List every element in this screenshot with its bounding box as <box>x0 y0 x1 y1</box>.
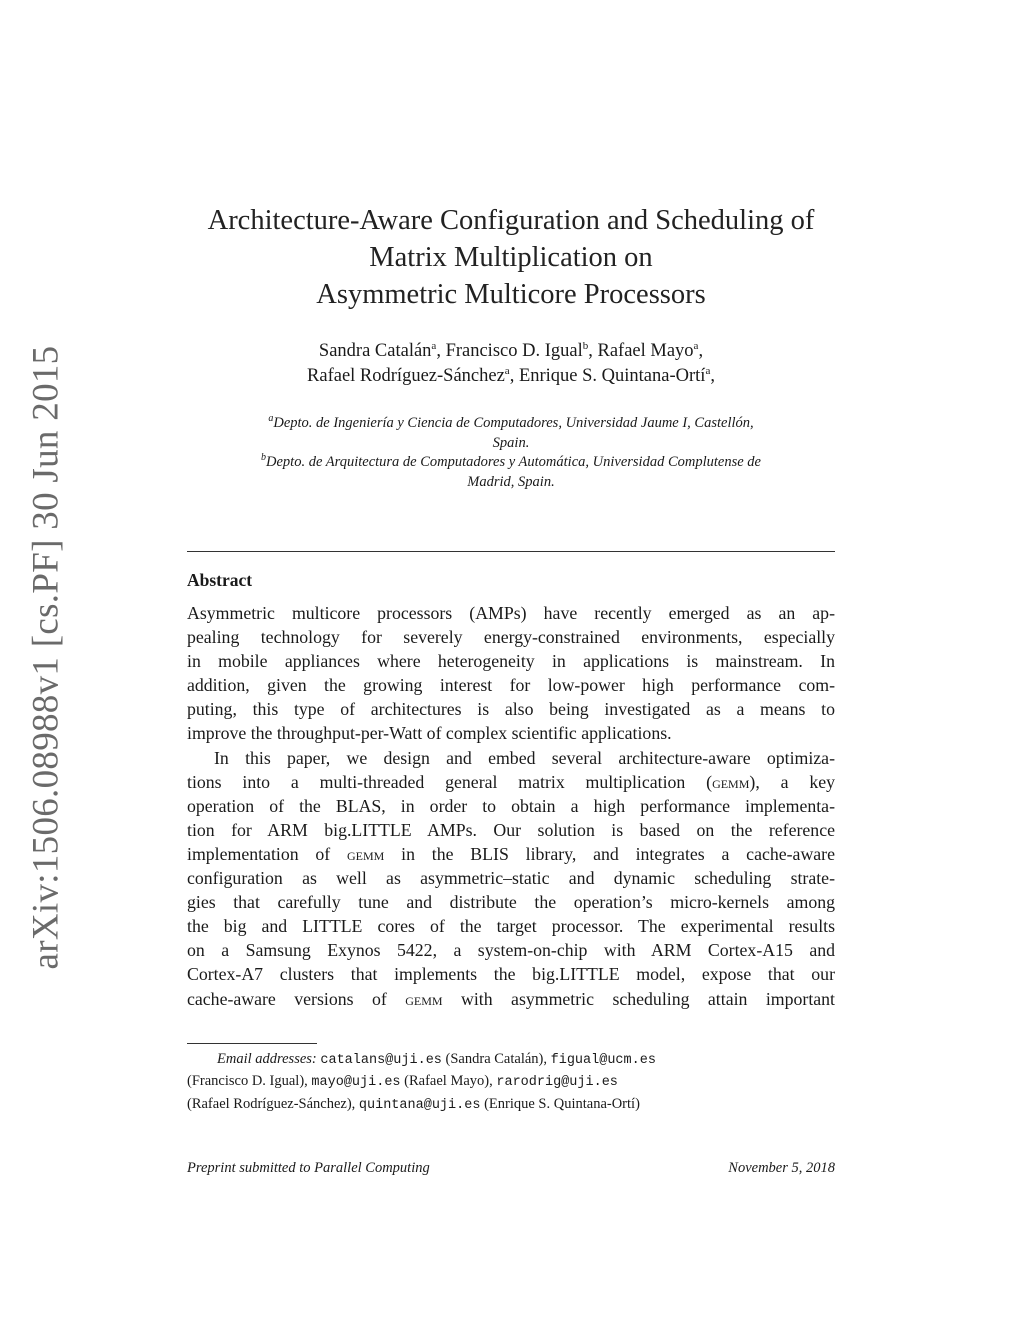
affiliation-marker: b <box>261 452 267 463</box>
preprint-note: Preprint submitted to Parallel Computing <box>187 1160 430 1176</box>
author-line <box>187 339 835 364</box>
title-line: Architecture-Aware Configuration and Scheduling of <box>207 205 815 236</box>
text-run: in the BLIS library, and integrates a cache-aware <box>384 843 835 864</box>
abstract-line: Cortex-A7 clusters that implements the big.LITTLE model, expose that our <box>187 964 835 985</box>
abstract-line: in mobile appliances where heterogeneity in applications is mainstream. In <box>187 651 835 672</box>
email-link[interactable]: mayo@uji.es <box>311 1075 401 1091</box>
abstract-line: pealing technology for severely energy-constrained environments, especially <box>187 627 835 648</box>
separator: , <box>509 366 519 386</box>
text-run: (Sandra Catalán), <box>441 1051 551 1067</box>
abstract-heading: Abstract <box>187 570 253 590</box>
author-name: Sandra Catalán <box>318 341 432 361</box>
arxiv-identifier-text: arXiv:1506.08988v1 [cs.PF] 30 Jun 2015 <box>25 345 67 970</box>
gemm-term: gemm <box>712 771 750 792</box>
affiliation-marker: a <box>693 340 699 352</box>
footer-date: November 5, 2018 <box>728 1160 835 1176</box>
abstract-line: the big and LITTLE cores of the target processor. The experimental results <box>187 916 835 937</box>
affiliation-marker: a <box>431 340 437 352</box>
separator: , <box>436 341 446 361</box>
author-name: Enrique S. Quintana-Ortí <box>518 366 706 386</box>
text-run: (Enrique S. Quintana-Ortí) <box>480 1095 640 1112</box>
text-run: (Francisco D. Igual), <box>187 1073 312 1090</box>
email-footnote <box>187 1049 835 1116</box>
affiliation-marker: a <box>268 413 274 424</box>
title-line: Asymmetric Multicore Processors <box>316 279 706 310</box>
abstract-top-rule <box>187 551 835 552</box>
gemm-term: gemm <box>347 843 385 864</box>
title-line: Matrix Multiplication on <box>369 242 653 273</box>
footnote-line <box>187 1049 835 1071</box>
email-link[interactable]: rarodrig@uji.es <box>496 1075 618 1091</box>
abstract-line: gies that carefully tune and distribute the operation’s micro-kernels among <box>187 892 835 913</box>
affiliation-b-cont: Madrid, Spain. <box>467 473 555 490</box>
text-run: implementation of <box>187 843 348 864</box>
email-link[interactable]: catalans@uji.es <box>320 1053 442 1068</box>
abstract-line: puting, this type of architectures is also being investigated as a means to <box>187 699 835 720</box>
abstract-line: configuration as well as asymmetric–static and dynamic scheduling strate- <box>187 868 835 889</box>
text-run: (Rafael Mayo), <box>400 1073 497 1090</box>
affiliation-a-cont: Spain. <box>492 434 530 451</box>
abstract-line: addition, given the growing interest for low-power high performance com- <box>187 675 835 696</box>
abstract-line: In this paper, we design and embed several architecture-aware optimiza- <box>214 747 835 768</box>
affiliation-text: Depto. de Ingeniería y Ciencia de Computadores, Universidad Jaume I, Castellón, <box>273 415 754 431</box>
arxiv-identifier-stamp <box>25 345 67 970</box>
text-run: cache-aware versions of <box>187 988 406 1009</box>
email-link[interactable]: quintana@uji.es <box>358 1097 481 1113</box>
footnote-rule <box>187 1043 317 1044</box>
separator: , <box>698 341 704 361</box>
abstract-line: operation of the BLAS, in order to obtain a high performance implementa- <box>187 795 835 816</box>
affiliation-text: Depto. de Arquitectura de Computadores y Automática, Universidad Complutense de <box>266 454 761 470</box>
affiliation-b <box>187 453 835 473</box>
author-name: Rafael Mayo <box>597 341 694 361</box>
author-name: Rafael Rodríguez-Sánchez <box>307 366 505 386</box>
text-run: ), a key <box>749 771 836 792</box>
abstract-body <box>187 601 835 1011</box>
author-name: Francisco D. Igual <box>445 341 583 361</box>
affiliation-a <box>187 414 835 434</box>
abstract-line <box>187 987 835 1011</box>
abstract-line <box>187 842 835 866</box>
paper-title <box>187 202 835 313</box>
abstract-line <box>187 770 835 794</box>
footnote-line <box>187 1094 835 1116</box>
abstract-line: tion for ARM big.LITTLE AMPs. Our solution is based on the reference <box>187 819 835 840</box>
affiliation-marker: b <box>582 340 589 352</box>
separator: , <box>588 341 598 361</box>
abstract-line: improve the throughput-per-Watt of complex scientific applications. <box>187 723 672 744</box>
affiliation-marker: a <box>504 365 510 377</box>
affiliations <box>187 414 835 492</box>
footnote-line <box>187 1071 835 1093</box>
email-link[interactable]: figual@ucm.es <box>550 1053 656 1068</box>
text-run: tions into a multi-threaded general matrix multiplication ( <box>187 771 713 792</box>
separator: , <box>710 366 715 386</box>
affiliation-marker: a <box>705 365 711 377</box>
text-run: (Rafael Rodríguez-Sánchez), <box>187 1095 359 1112</box>
author-line <box>187 364 835 389</box>
footnote-label: Email addresses: <box>217 1051 317 1067</box>
text-run: with asymmetric scheduling attain important <box>442 988 835 1009</box>
author-list <box>187 339 835 389</box>
abstract-line: Asymmetric multicore processors (AMPs) have recently emerged as an ap- <box>187 603 835 623</box>
gemm-term: gemm <box>405 988 443 1009</box>
abstract-line: on a Samsung Exynos 5422, a system-on-chip with ARM Cortex-A15 and <box>187 940 835 961</box>
page-footer <box>187 1160 835 1177</box>
